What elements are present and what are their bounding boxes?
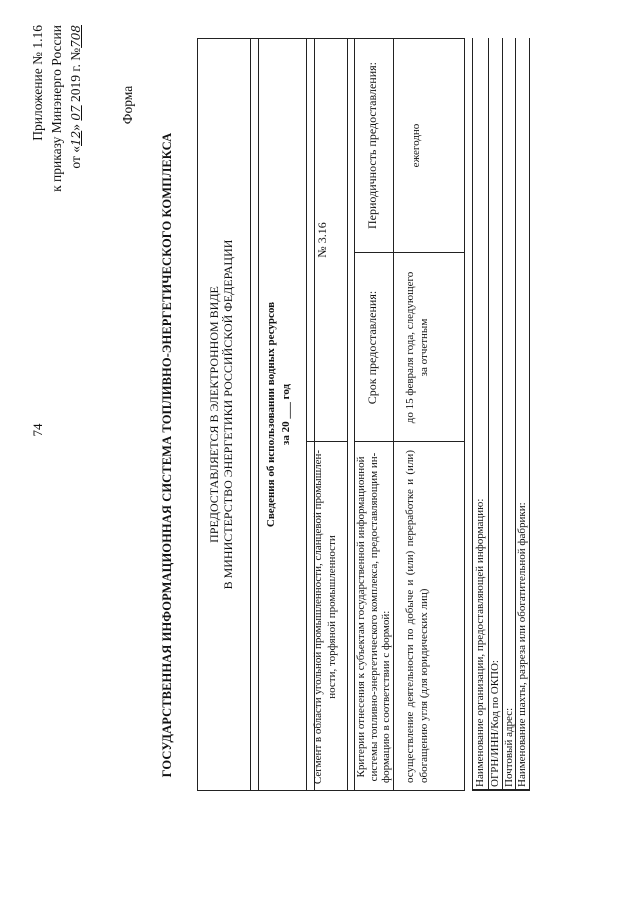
activity-line-1: осуществление деятельности по добыче и (или) переработке и (или): [404, 450, 416, 783]
appendix-date-prefix: от «: [68, 146, 83, 169]
periodicity-label: Периодичность предоставления:: [365, 62, 379, 229]
segment-line-1: Сегмент в области угольной промышленности, сланцевой промышлен-: [312, 449, 324, 785]
deadline-value-line-2: за отчетным: [418, 318, 430, 377]
main-title: ГОСУДАРСТВЕННАЯ ИНФОРМАЦИОННАЯ СИСТЕМА ТОПЛИВНО-ЭНЕРГЕТИЧЕСКОГО КОМПЛЕКСА: [160, 132, 174, 778]
ogrn-field: ОГРН/ИНН/Код по ОКПО:: [489, 660, 501, 787]
header-line-2: В МИНИСТЕРСТВО ЭНЕРГЕТИКИ РОССИЙСКОЙ ФЕДЕРАЦИИ: [221, 239, 235, 590]
page-number: 74: [30, 423, 45, 437]
info-line: [472, 38, 473, 791]
order-number: 708: [69, 25, 83, 48]
table-divider: [258, 38, 259, 791]
order-month: 07: [69, 105, 83, 121]
form-number: № 3.16: [315, 222, 329, 258]
appendix-header: [28, 25, 86, 255]
info-line: [529, 38, 530, 791]
criteria-line-1: Критерии отнесения к субъектам государственной информационной: [355, 456, 367, 778]
appendix-date-mid: »: [68, 123, 83, 131]
mine-name-field: Наименование шахты, разреза или обогатительной фабрики:: [516, 502, 528, 787]
table-divider: [250, 38, 251, 791]
form-title-line-1: Сведения об использовании водных ресурсов: [265, 301, 277, 528]
table-divider: [347, 38, 348, 791]
deadline-value-line-1: до 15 февраля года, следующего: [404, 271, 416, 424]
order-day: 12: [69, 130, 83, 146]
deadline-label: Срок предоставления:: [365, 290, 379, 405]
form-label: Форма: [120, 85, 135, 125]
appendix-year-label: 2019 г. №: [68, 47, 83, 102]
appendix-line-1: Приложение № 1.16: [30, 25, 45, 141]
info-block-border: [472, 790, 529, 792]
table-divider: [393, 38, 394, 791]
info-line: [502, 38, 503, 791]
table-divider: [306, 38, 307, 791]
address-field: Почтовый адрес:: [503, 707, 515, 787]
header-line-1: ПРЕДОСТАВЛЯЕТСЯ В ЭЛЕКТРОННОМ ВИДЕ: [207, 286, 221, 543]
segment-line-2: ности, торфяной промышленности: [326, 535, 338, 699]
periodicity-value: ежегодно: [410, 123, 422, 168]
appendix-line-2: к приказу Минэнерго России: [49, 25, 64, 192]
criteria-line-2: системы топливно-энергетического комплекса, предоставляющим ин-: [368, 452, 380, 782]
criteria-line-3: формацию в соответствии с формой:: [380, 610, 392, 783]
form-title-line-2: за 20 ___ год: [280, 383, 292, 446]
appendix-line-3: [66, 25, 86, 255]
activity-line-2: обогащению угля (для юридических лиц): [418, 588, 430, 783]
org-name-field: Наименование организации, предоставляющей информацию:: [474, 498, 486, 787]
